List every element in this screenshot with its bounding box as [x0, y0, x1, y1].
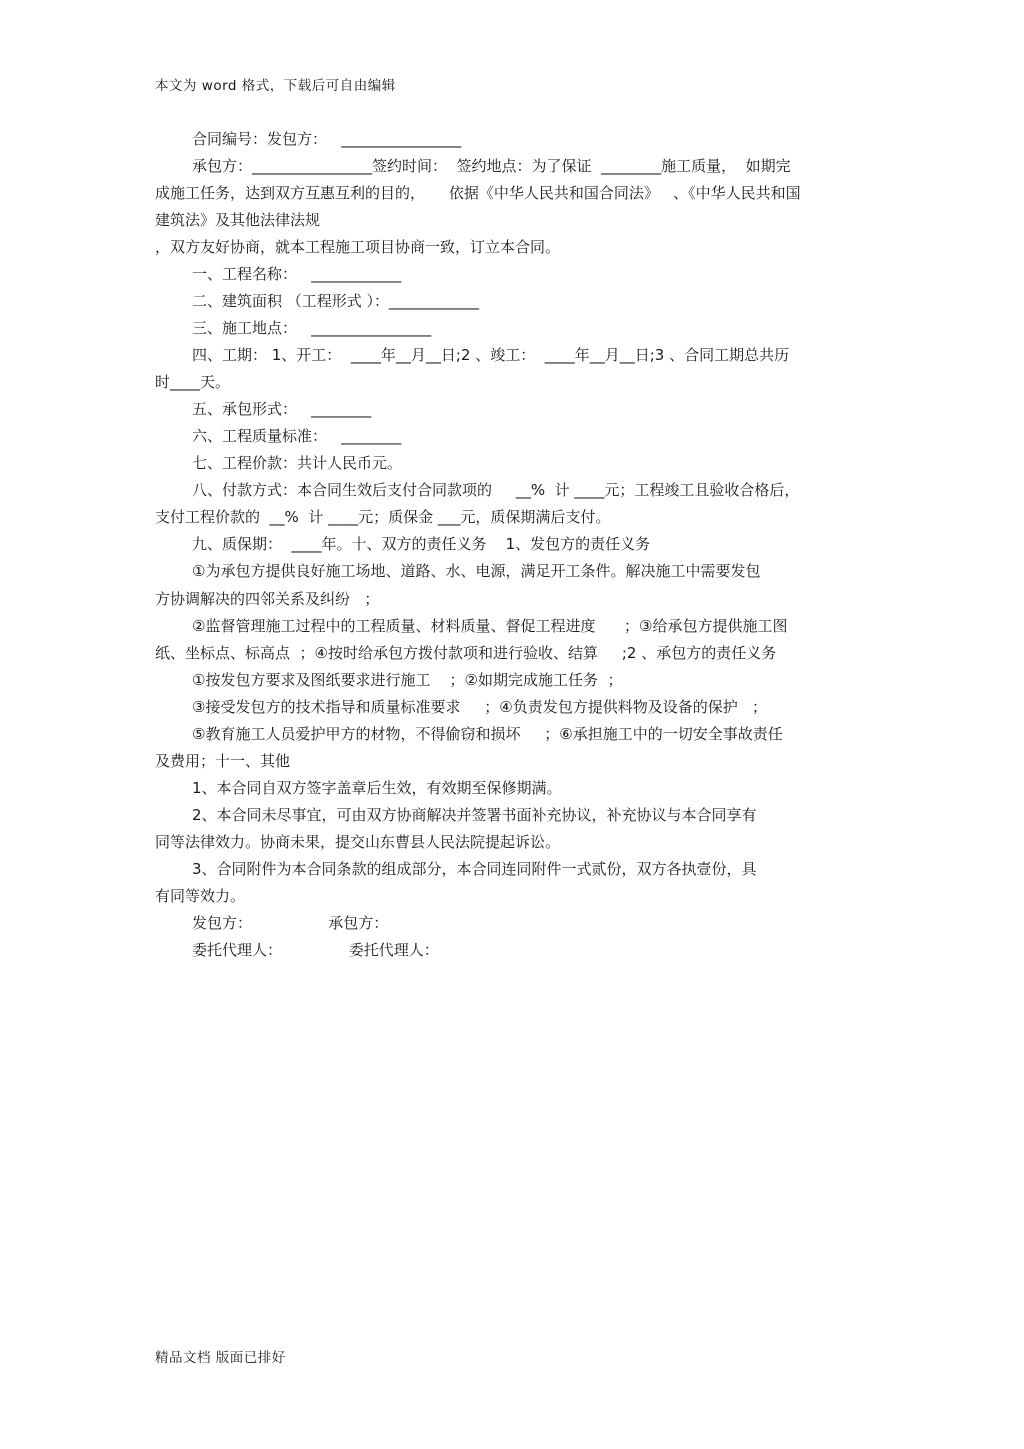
page-header: 本文为 word 格式，下载后可自由编辑 — [155, 78, 396, 94]
contract-line: 时____天。 — [155, 373, 231, 392]
contract-line: 一、工程名称： ____________ — [192, 265, 402, 284]
contract-line: ③接受发包方的技术指导和质量标准要求 ；④负责发包方提供料物及设备的保护 ； — [192, 697, 768, 716]
contract-line: 四、工期： 1、开工： ____年__月__日;2 、竣工： ____年__月__日;3 、合同工期总共历 — [192, 346, 790, 365]
contract-line: 1、本合同自双方签字盖章后生效，有效期至保修期满。 — [192, 778, 562, 797]
contract-line: 及费用；十一、其他 — [155, 751, 291, 770]
contract-line: 五、承包形式： ________ — [192, 400, 372, 419]
contract-line: 有同等效力。 — [155, 886, 246, 905]
contract-line: 成施工任务，达到双方互惠互利的目的， 依据《中华人民共和国合同法》 、《中华人民共和国 — [155, 184, 801, 203]
contract-line: 承包方：________________签约时间： 签约地点：为了保证 ________施工质量， 如期完 — [192, 157, 791, 176]
contract-line: 纸、坐标点、标高点 ；④按时给承包方拨付款项和进行验收、结算 ;2 、承包方的责任义务 — [155, 643, 777, 662]
contract-line: 九、质保期： ____年。十、双方的责任义务 1、发包方的责任义务 — [192, 535, 651, 554]
contract-line: ①按发包方要求及图纸要求进行施工 ；②如期完成施工任务 ； — [192, 670, 623, 689]
contract-line: 2、本合同未尽事宜，可由双方协商解决并签署书面补充协议，补充协议与本合同享有 — [192, 805, 757, 824]
contract-line: 发包方： 承包方： — [192, 913, 389, 932]
contract-line: ②监督管理施工过程中的工程质量、材料质量、督促工程进度 ；③给承包方提供施工图 — [192, 616, 788, 635]
contract-line: 建筑法》及其他法律法规 — [155, 211, 321, 230]
contract-line: 方协调解决的四邻关系及纠纷 ； — [155, 589, 380, 608]
contract-line: 三、施工地点： ________________ — [192, 319, 432, 338]
contract-line: 支付工程价款的 __% 计 ____元；质保金 ___元，质保期满后支付。 — [155, 508, 611, 527]
contract-line: 3、合同附件为本合同条款的组成部分，本合同连同附件一式贰份，双方各执壹份，具 — [192, 859, 757, 878]
contract-line: 委托代理人： 委托代理人： — [192, 940, 439, 959]
contract-line: 七、工程价款：共计人民币元。 — [192, 454, 403, 473]
contract-line: ①为承包方提供良好施工场地、道路、水、电源，满足开工条件。解决施工中需要发包 — [192, 562, 761, 581]
contract-line: 六、工程质量标准： ________ — [192, 427, 402, 446]
contract-line: ，双方友好协商，就本工程施工项目协商一致，订立本合同。 — [155, 238, 561, 257]
contract-line: 合同编号：发包方： ________________ — [192, 130, 462, 148]
contract-line: 八、付款方式：本合同生效后支付合同款项的 __% 计 ____元；工程竣工且验收合格后， — [192, 481, 800, 500]
contract-line: 二、建筑面积 （工程形式 ）：____________ — [192, 292, 480, 311]
contract-line: 同等法律效力。协商未果，提交山东曹县人民法院提起诉讼。 — [155, 832, 561, 851]
page-footer: 精品文档 版面已排好 — [155, 1350, 286, 1366]
contract-line: ⑤教育施工人员爱护甲方的材物，不得偷窃和损坏 ；⑥承担施工中的一切安全事故责任 — [192, 724, 783, 743]
